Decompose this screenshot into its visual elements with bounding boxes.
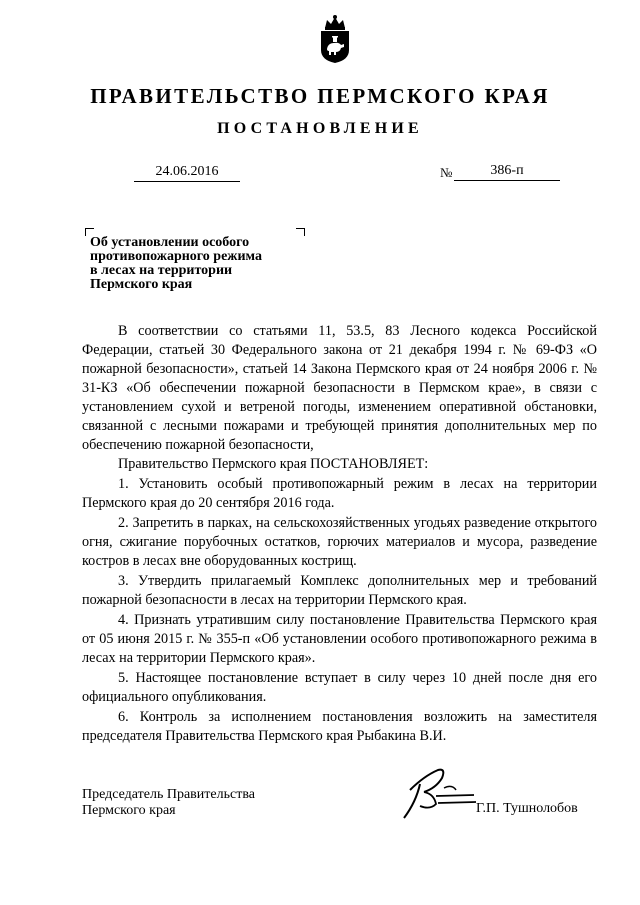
- number-sign: №: [440, 165, 453, 180]
- document-number: 386-п: [454, 162, 560, 181]
- position-line: Председатель Правительства: [82, 787, 255, 802]
- signatory-position: [82, 787, 255, 819]
- subject-line: Об установлении особого: [90, 235, 250, 250]
- document-body: [82, 322, 597, 746]
- resolution-phrase: Правительство Пермского края ПОСТАНОВЛЯЕТ:: [118, 456, 429, 472]
- document-subject: [90, 236, 310, 292]
- clause-4: 4. Признать утратившим силу постановление Правительства Пермского края от 05 июня 2015 г. № 355-п «Об установлении особого противопожарного режима в лесах на территории Пермского края».: [82, 612, 597, 666]
- clause-2: 2. Запретить в парках, на сельскохозяйственных угодьях разведение открытого огня, сжигание порубочных остатков, горючих материалов и мусора, разведение костров в лесах вне оборудованных кострищ.: [82, 515, 597, 569]
- clause-6: 6. Контроль за исполнением постановления возложить на заместителя председателя Правительства Пермского края Рыбакина В.И.: [82, 709, 597, 744]
- subject-line: противопожарного режима: [90, 249, 262, 264]
- subject-line: в лесах на территории: [90, 263, 233, 278]
- clause-1: 1. Установить особый противопожарный режим в лесах на территории Пермского края до 20 сентября 2016 года.: [82, 476, 597, 511]
- document-date: 24.06.2016: [134, 163, 240, 182]
- preamble-paragraph: В соответствии со статьями 11, 53.5, 83 Лесного кодекса Российской Федерации, статьей 30 Федерального закона от 21 декабря 1994 г. № 69-ФЗ «О пожарной безопасности», статьей 14 Закона Пермского края от 24 ноября 2006 г. № 31-КЗ «Об обеспечении пожарной безопасности в Пермском крае», в связи с установлением сухой и ветреной погоды, изменением оперативной обстановки, связанной с лесными пожарами и требующей принятия дополнительных мер по обеспечению пожарной безопасности,: [82, 323, 597, 453]
- clause-5: 5. Настоящее постановление вступает в силу через 10 дней после дня его официального опубликования.: [82, 670, 597, 705]
- organization-title: ПРАВИТЕЛЬСТВО ПЕРМСКОГО КРАЯ: [90, 84, 550, 108]
- position-line: Пермского края: [82, 803, 176, 818]
- clause-3: 3. Утвердить прилагаемый Комплекс дополнительных мер и требований пожарной безопасности в лесах на территории Пермского края.: [82, 573, 597, 608]
- subject-line: Пермского края: [90, 277, 193, 292]
- subject-bracket-right: [296, 228, 305, 236]
- handwritten-signature-icon: [390, 762, 490, 824]
- signatory-name: Г.П. Тушнолобов: [476, 801, 578, 816]
- document-type: ПОСТАНОВЛЕНИЕ: [217, 120, 423, 137]
- perm-krai-coat-of-arms-icon: [318, 14, 352, 64]
